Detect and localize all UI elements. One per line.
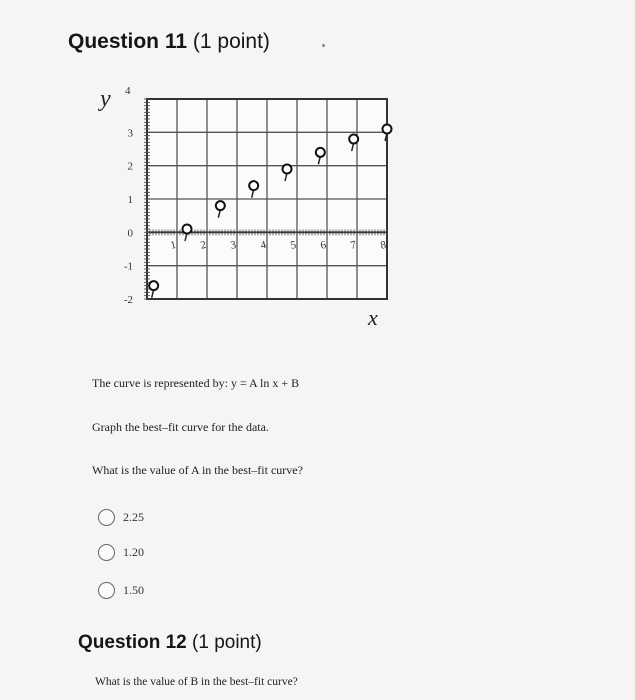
question-points: (1 point) xyxy=(192,632,262,653)
x-tick-label: 2 xyxy=(199,238,208,252)
y-tick-label: 4 xyxy=(125,85,131,97)
answer-option-label: 2.25 xyxy=(123,510,144,524)
question-number: Question 12 xyxy=(78,632,187,653)
chart-svg xyxy=(90,80,410,330)
data-point xyxy=(316,148,325,157)
stray-dot xyxy=(322,44,325,47)
y-tick-label: 3 xyxy=(127,127,133,140)
question-number: Question 11 xyxy=(68,30,188,53)
data-point xyxy=(249,181,258,190)
data-point xyxy=(216,201,225,210)
answer-option-label: 1.50 xyxy=(123,583,144,597)
data-point xyxy=(383,125,392,134)
x-tick-label: 1 xyxy=(169,238,178,252)
y-tick-label: 1 xyxy=(127,194,133,206)
x-tick-label: 3 xyxy=(229,238,238,252)
data-point xyxy=(283,165,292,174)
x-tick-label: 4 xyxy=(259,238,268,252)
data-point xyxy=(149,281,158,290)
graph-instruction: Graph the best–fit curve for the data. xyxy=(92,420,269,434)
y-axis-label: y xyxy=(100,86,111,112)
x-tick-label: 7 xyxy=(349,238,358,252)
curve-formula: The curve is represented by: y = A ln x + B xyxy=(92,376,300,390)
answer-option-3[interactable] xyxy=(98,582,144,599)
radio-button[interactable] xyxy=(98,544,115,561)
y-tick-label: 0 xyxy=(127,227,133,240)
answer-option-label: 1.20 xyxy=(123,545,144,559)
y-tick-label: 2 xyxy=(127,160,133,173)
data-point xyxy=(349,135,358,144)
scatter-chart xyxy=(90,80,410,330)
x-tick-label: 5 xyxy=(289,238,298,252)
question-points: (1 point) xyxy=(192,30,270,53)
answer-option-2[interactable] xyxy=(98,544,144,561)
y-tick-label: -1 xyxy=(123,260,133,273)
x-tick-label: 6 xyxy=(319,238,328,252)
x-tick-label: 8 xyxy=(379,238,388,252)
y-tick-label: -2 xyxy=(123,294,133,306)
question-11-title xyxy=(68,30,270,54)
question-12-title xyxy=(78,632,262,654)
answer-option-1[interactable] xyxy=(98,509,144,526)
data-point xyxy=(183,225,192,234)
radio-button[interactable] xyxy=(98,509,115,526)
question-12-prompt: What is the value of B in the best–fit curve? xyxy=(95,676,298,688)
x-axis-label: x xyxy=(368,305,378,330)
radio-button[interactable] xyxy=(98,582,115,599)
question-11-prompt: What is the value of A in the best–fit curve? xyxy=(92,463,303,477)
